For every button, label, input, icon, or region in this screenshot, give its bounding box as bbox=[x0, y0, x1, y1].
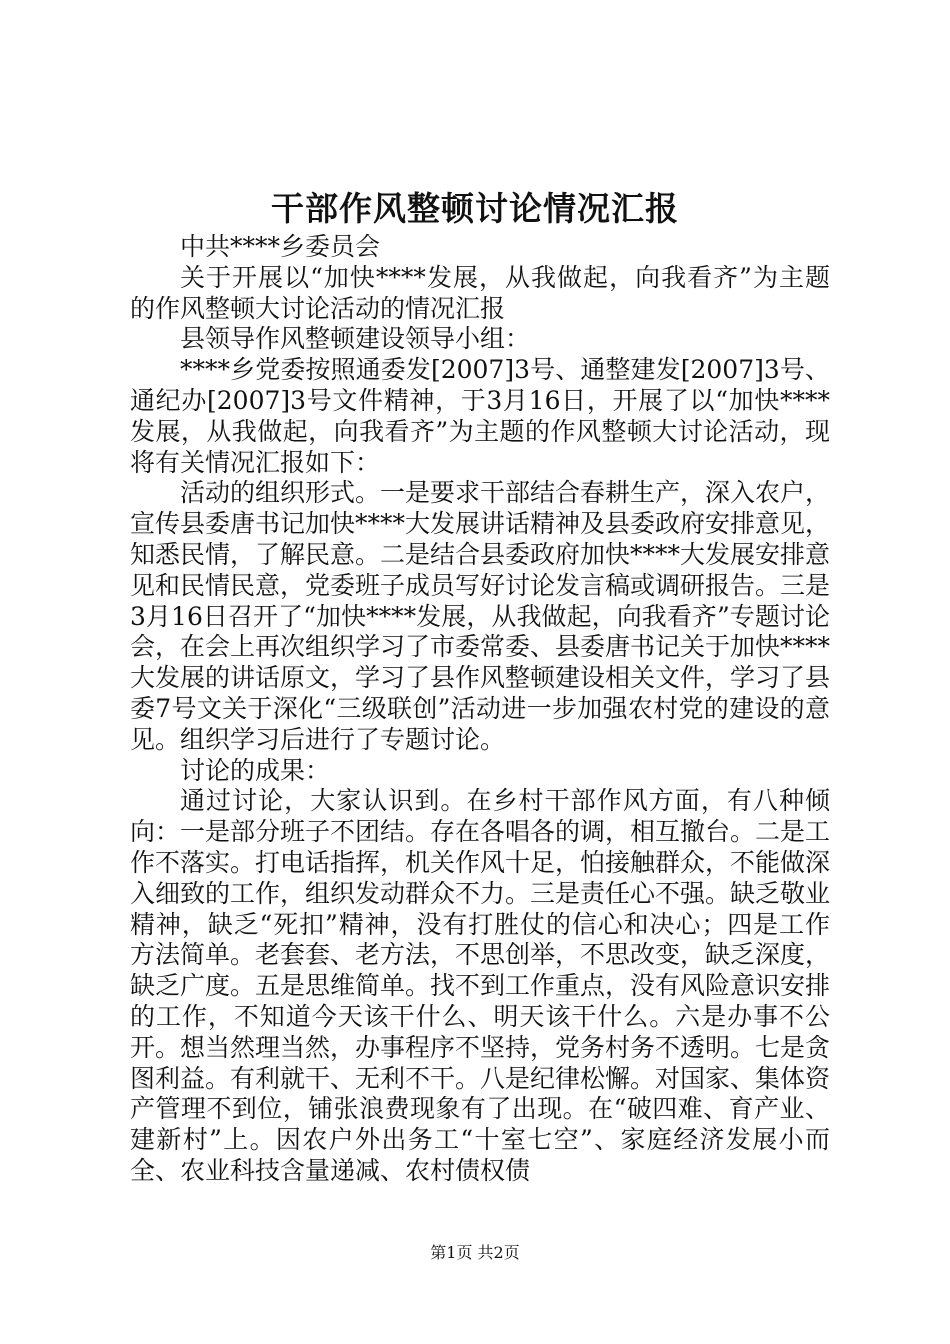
page-number-footer: 第1页 共2页 bbox=[430, 1243, 520, 1262]
document-title: 干部作风整顿讨论情况汇报 bbox=[271, 189, 679, 228]
paragraph-recipient: 县领导作风整顿建设领导小组： bbox=[180, 324, 531, 354]
paragraph-subject: 关于开展以“加快****发展，从我做起，向我看齐”为主题的作风整顿大讨论活动的情况汇报 bbox=[130, 262, 830, 323]
paragraph-results-heading: 讨论的成果： bbox=[180, 755, 331, 785]
paragraph-organization: 活动的组织形式。一是要求干部结合春耕生产，深入农户，宣传县委唐书记加快****大发展讲话精神及县委政府安排意见，知悉民情，了解民意。二是结合县委政府加快****大发展安排意见和民情民意，党委班子成员写好讨论发言稿或调研报告。三是3月16日召开了“加快****发展，从我做起，向我看齐”专题讨论会，在会上再次组织学习了市委常委、县委唐书记关于加快****大发展的讲话原文，学习了县作风整顿建设相关文件，学习了县委7号文关于深化“三级联创”活动进一步加强农村党的建设的意见。组织学习后进行了专题讨论。 bbox=[130, 478, 831, 754]
paragraph-intro: ****乡党委按照通委发[2007]3号、通整建发[2007]3号、通纪办[2007]3号文件精神，于3月16日，开展了以“加快****发展，从我做起，向我看齐”为主题的作风整顿大讨论活动，现将有关情况汇报如下： bbox=[130, 355, 830, 477]
paragraph-results: 通过讨论，大家认识到。在乡村干部作风方面，有八种倾向：一是部分班子不团结。存在各唱各的调，相互撤台。二是工作不落实。打电话指挥，机关作风十足，怕接触群众，不能做深入细致的工作，组织发动群众不力。三是责任心不强。缺乏敬业精神，缺乏“死扣”精神，没有打胜仗的信心和决心；四是工作方法简单。老套套、老方法，不思创举，不思改变，缺乏深度，缺乏广度。五是思维简单。找不到工作重点，没有风险意识安排的工作，不知道今天该干什么、明天该干什么。六是办事不公开。想当然理当然，办事程序不坚持，党务村务不透明。七是贪图利益。有利就干、无利不干。八是纪律松懈。对国家、集体资产管理不到位，铺张浪费现象有了出现。在“破四难、育产业、建新村”上。因农户外出务工“十室七空”、家庭经济发展小而全、农业科技含量递减、农村债权债 bbox=[130, 786, 831, 1185]
document-body bbox=[130, 232, 830, 1187]
paragraph-sender: 中共****乡委员会 bbox=[180, 232, 381, 261]
